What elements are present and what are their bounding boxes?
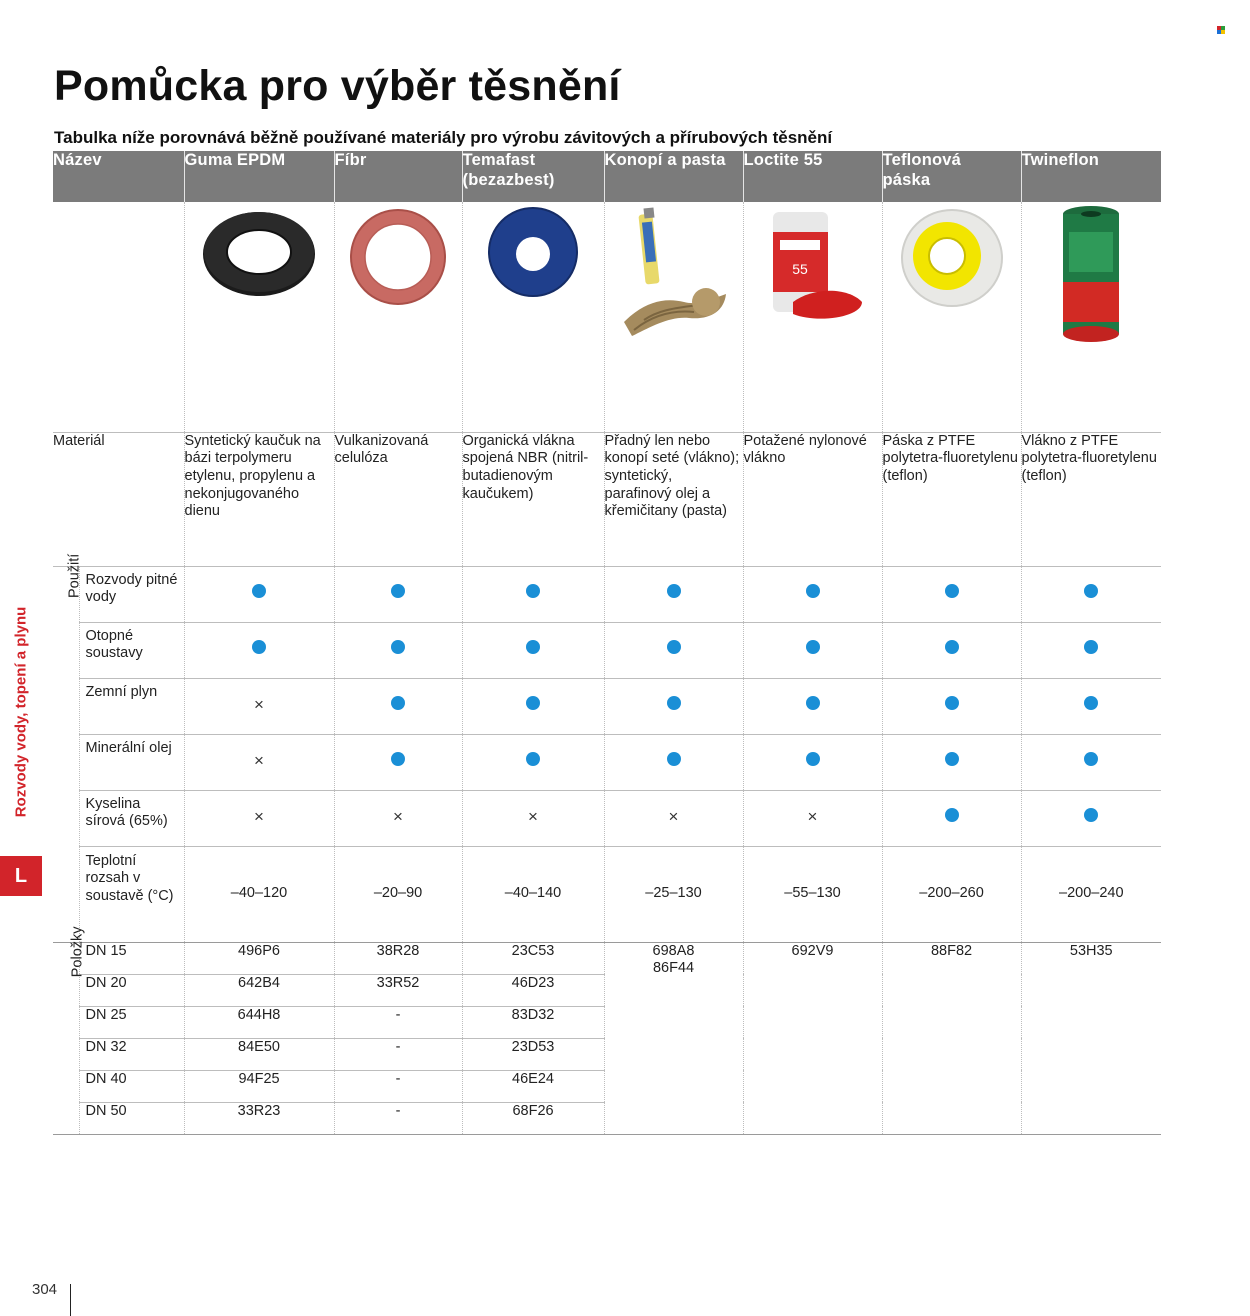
item-code-teflon: 88F82 bbox=[882, 942, 1021, 1134]
item-code-fibr: 33R52 bbox=[334, 974, 462, 1006]
items-group-label: Položky bbox=[53, 942, 79, 1134]
not-suitable-cell bbox=[743, 790, 882, 846]
item-code-temafast: 23D53 bbox=[462, 1038, 604, 1070]
item-code-konopi: 698A8 86F44 bbox=[604, 942, 743, 1134]
material-value: Vlákno z PTFE polytetra-fluoretylenu (teflon) bbox=[1021, 432, 1161, 566]
page-title: Pomůcka pro výběr těsnění bbox=[54, 62, 621, 110]
suitable-dot-icon bbox=[1084, 584, 1098, 598]
teflon-tape-icon bbox=[882, 202, 1021, 432]
not-suitable-cell bbox=[334, 790, 462, 846]
column-header-name: Název bbox=[53, 151, 184, 202]
item-code-twineflon: 53H35 bbox=[1021, 942, 1161, 1134]
item-code-fibr: - bbox=[334, 1070, 462, 1102]
item-size-label: DN 32 bbox=[79, 1038, 184, 1070]
suitable-dot-icon bbox=[667, 752, 681, 766]
temperature-value: –40–140 bbox=[462, 846, 604, 942]
fibre-ring-icon bbox=[334, 202, 462, 432]
material-value: Přadný len nebo konopí seté (vlákno); syntetický, parafinový olej a křemičitany (pasta) bbox=[604, 432, 743, 566]
not-suitable-cell bbox=[184, 678, 334, 734]
page-number-divider bbox=[70, 1284, 71, 1316]
usage-row bbox=[53, 678, 1161, 734]
item-code-epdm: 84E50 bbox=[184, 1038, 334, 1070]
suitable-dot-icon bbox=[391, 696, 405, 710]
usage-row bbox=[53, 622, 1161, 678]
item-code-temafast: 46E24 bbox=[462, 1070, 604, 1102]
item-code-epdm: 94F25 bbox=[184, 1070, 334, 1102]
twineflon-spool-icon bbox=[1021, 202, 1161, 432]
item-code-temafast: 23C53 bbox=[462, 942, 604, 974]
suitable-dot-icon bbox=[945, 752, 959, 766]
item-code-epdm: 496P6 bbox=[184, 942, 334, 974]
suitable-dot-icon bbox=[945, 808, 959, 822]
material-value: Potažené nylonové vlákno bbox=[743, 432, 882, 566]
suitable-dot-icon bbox=[945, 696, 959, 710]
column-header: Teflonová páska bbox=[882, 151, 1021, 202]
not-suitable-cell bbox=[462, 790, 604, 846]
item-size-label: DN 20 bbox=[79, 974, 184, 1006]
not-suitable-cell bbox=[604, 790, 743, 846]
hemp-paste-icon bbox=[604, 202, 743, 432]
suitable-dot-icon bbox=[945, 640, 959, 654]
column-header: Twineflon bbox=[1021, 151, 1161, 202]
not-suitable-cell bbox=[184, 734, 334, 790]
suitable-dot-icon bbox=[252, 640, 266, 654]
column-header: Fíbr bbox=[334, 151, 462, 202]
gasket-comparison-table bbox=[53, 151, 1161, 1135]
temperature-value: –20–90 bbox=[334, 846, 462, 942]
suitable-dot-icon bbox=[526, 696, 540, 710]
temperature-value: –25–130 bbox=[604, 846, 743, 942]
temperature-row bbox=[53, 846, 1161, 942]
usage-row-label: Rozvody pitné vody bbox=[79, 566, 184, 622]
item-code-fibr: - bbox=[334, 1006, 462, 1038]
suitable-dot-icon bbox=[1084, 808, 1098, 822]
temafast-ring-icon bbox=[462, 202, 604, 432]
usage-row-label: Otopné soustavy bbox=[79, 622, 184, 678]
material-row bbox=[53, 432, 1161, 566]
suitable-dot-icon bbox=[1084, 752, 1098, 766]
item-code-epdm: 33R23 bbox=[184, 1102, 334, 1134]
not-suitable-cross-icon: × bbox=[393, 807, 403, 827]
column-header: Guma EPDM bbox=[184, 151, 334, 202]
not-suitable-cross-icon: × bbox=[528, 807, 538, 827]
column-header: Loctite 55 bbox=[743, 151, 882, 202]
page-subtitle: Tabulka níže porovnává běžně používané materiály pro výrobu závitových a přírubových těsnění bbox=[54, 128, 833, 147]
suitable-dot-icon bbox=[667, 584, 681, 598]
page-number: 304 bbox=[32, 1281, 58, 1298]
loctite-cord-icon bbox=[743, 202, 882, 432]
usage-row bbox=[53, 734, 1161, 790]
suitable-dot-icon bbox=[526, 640, 540, 654]
temperature-value: –40–120 bbox=[184, 846, 334, 942]
item-code-loctite: 692V9 bbox=[743, 942, 882, 1134]
usage-row bbox=[53, 790, 1161, 846]
suitable-dot-icon bbox=[391, 584, 405, 598]
item-code-fibr: - bbox=[334, 1038, 462, 1070]
suitable-dot-icon bbox=[526, 584, 540, 598]
usage-row bbox=[53, 566, 1161, 622]
material-label: Materiál bbox=[53, 432, 184, 566]
item-code-temafast: 46D23 bbox=[462, 974, 604, 1006]
item-row bbox=[53, 942, 1161, 974]
item-size-label: DN 15 bbox=[79, 942, 184, 974]
not-suitable-cross-icon: × bbox=[668, 807, 679, 827]
side-section-label: Rozvody vody, topení a plynu bbox=[12, 606, 30, 818]
suitable-dot-icon bbox=[391, 640, 405, 654]
item-code-epdm: 642B4 bbox=[184, 974, 334, 1006]
suitable-dot-icon bbox=[1084, 640, 1098, 654]
suitable-dot-icon bbox=[945, 584, 959, 598]
item-size-label: DN 40 bbox=[79, 1070, 184, 1102]
side-section-tab: L bbox=[0, 856, 42, 896]
suitable-dot-icon bbox=[391, 752, 405, 766]
suitable-dot-icon bbox=[1084, 696, 1098, 710]
suitable-dot-icon bbox=[806, 752, 820, 766]
not-suitable-cross-icon: × bbox=[807, 807, 818, 827]
not-suitable-cross-icon: × bbox=[254, 751, 264, 771]
epdm-ring-icon bbox=[184, 202, 334, 432]
suitable-dot-icon bbox=[526, 752, 540, 766]
column-header: Temafast (bezazbest) bbox=[462, 151, 604, 202]
not-suitable-cross-icon: × bbox=[254, 695, 264, 715]
temperature-label: Teplotní rozsah v soustavě (°C) bbox=[79, 846, 184, 942]
usage-row-label: Zemní plyn bbox=[79, 678, 184, 734]
column-header: Konopí a pasta bbox=[604, 151, 743, 202]
item-size-label: DN 50 bbox=[79, 1102, 184, 1134]
temperature-value: –55–130 bbox=[743, 846, 882, 942]
product-image-row bbox=[53, 202, 1161, 432]
material-value: Organická vlákna spojená NBR (nitril-butadienovým kaučukem) bbox=[462, 432, 604, 566]
suitable-dot-icon bbox=[252, 584, 266, 598]
item-size-label: DN 25 bbox=[79, 1006, 184, 1038]
suitable-dot-icon bbox=[806, 584, 820, 598]
table-header-row bbox=[53, 151, 1161, 202]
item-code-fibr: 38R28 bbox=[334, 942, 462, 974]
suitable-dot-icon bbox=[667, 696, 681, 710]
suitable-dot-icon bbox=[806, 640, 820, 654]
item-code-epdm: 644H8 bbox=[184, 1006, 334, 1038]
usage-row-label: Minerální olej bbox=[79, 734, 184, 790]
usage-row-label: Kyselina sírová (65%) bbox=[79, 790, 184, 846]
material-value: Vulkanizovaná celulóza bbox=[334, 432, 462, 566]
material-value: Páska z PTFE polytetra-fluoretylenu (teflon) bbox=[882, 432, 1021, 566]
item-code-temafast: 83D32 bbox=[462, 1006, 604, 1038]
suitable-dot-icon bbox=[667, 640, 681, 654]
usage-group-label: Použití bbox=[53, 566, 79, 942]
not-suitable-cell bbox=[184, 790, 334, 846]
material-value: Syntetický kaučuk na bázi terpolymeru etylenu, propylenu a nekonjugovaného dienu bbox=[184, 432, 334, 566]
temperature-value: –200–260 bbox=[882, 846, 1021, 942]
suitable-dot-icon bbox=[806, 696, 820, 710]
svg-text:55: 55 bbox=[791, 261, 808, 277]
item-code-temafast: 68F26 bbox=[462, 1102, 604, 1134]
temperature-value: –200–240 bbox=[1021, 846, 1161, 942]
corner-color-mark bbox=[1217, 26, 1225, 34]
item-code-fibr: - bbox=[334, 1102, 462, 1134]
not-suitable-cross-icon: × bbox=[254, 807, 264, 827]
